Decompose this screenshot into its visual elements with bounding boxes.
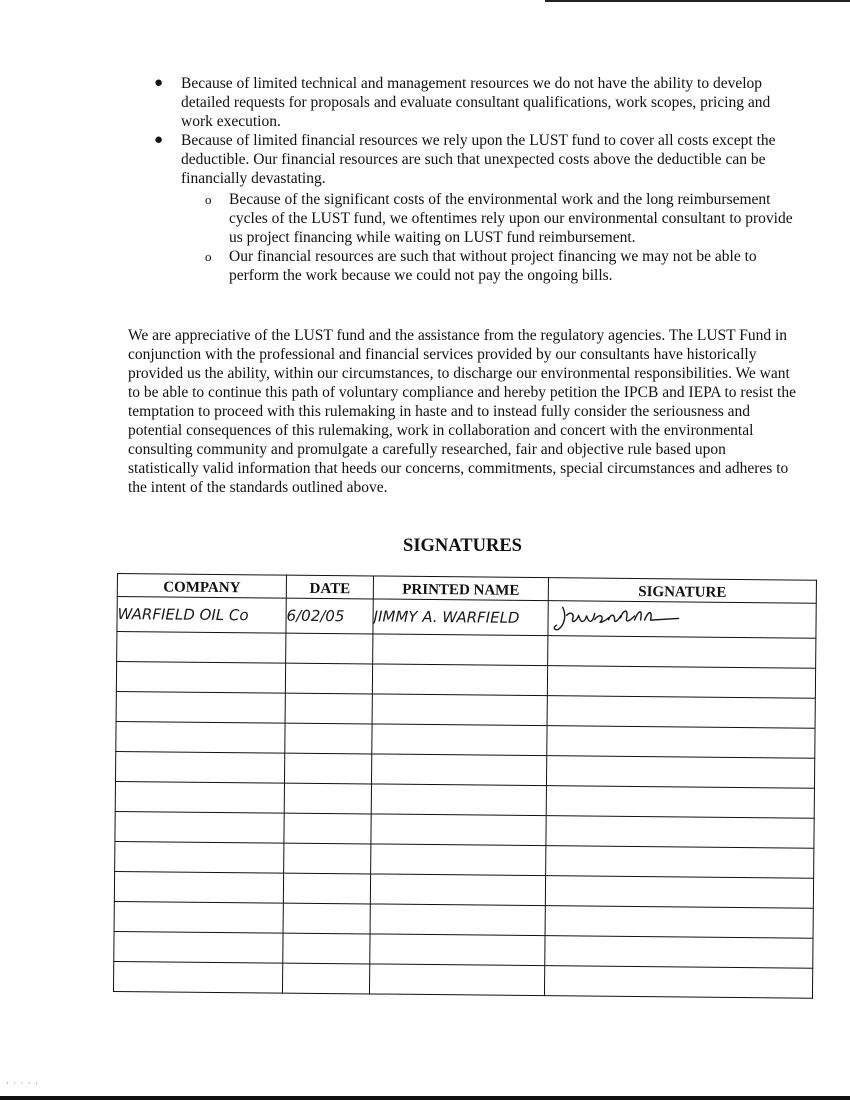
signatures-heading: SIGNATURES bbox=[403, 536, 522, 556]
signature-cell bbox=[546, 756, 814, 789]
company-cell bbox=[113, 961, 282, 993]
signature-cell bbox=[547, 696, 815, 729]
signature-cell bbox=[545, 936, 813, 969]
signatures-table-body bbox=[113, 597, 816, 999]
company-cell bbox=[116, 662, 285, 694]
company-cell bbox=[116, 721, 285, 753]
sub-bullet-item bbox=[181, 190, 802, 247]
bullet-item bbox=[0, 74, 850, 131]
top-edge-rule bbox=[545, 0, 850, 2]
company-cell bbox=[114, 871, 283, 903]
date-cell bbox=[285, 663, 372, 694]
printed-name-cell bbox=[371, 754, 546, 786]
company-cell bbox=[114, 901, 283, 933]
company-cell bbox=[117, 632, 286, 664]
bottom-edge-rule bbox=[0, 1096, 850, 1100]
date-cell: 6/02/05 bbox=[286, 598, 373, 634]
bullet-text: Because of limited financial resources we rely upon the LUST fund to cover all costs except the deductible. Our financial resources are such that unexpected costs above the deductible can be financially devastating. bbox=[181, 132, 776, 187]
table-row bbox=[113, 961, 812, 998]
bullet-item bbox=[0, 131, 850, 285]
hollow-circle-icon: o bbox=[205, 249, 212, 264]
printed-name-cell bbox=[370, 904, 545, 936]
handwritten-signature bbox=[548, 601, 708, 637]
printed-name-cell bbox=[372, 664, 547, 696]
bullet-text: Because of limited technical and management resources we do not have the ability to develop detailed requests for proposals and evaluate consultant qualifications, work scopes, pricing and work execution. bbox=[181, 75, 771, 130]
bullet-list bbox=[0, 74, 850, 285]
scan-artifact: · · · · · bbox=[6, 1078, 39, 1088]
sub-bullet-item bbox=[181, 247, 802, 285]
signature-cell bbox=[546, 786, 814, 819]
company-cell bbox=[115, 751, 284, 783]
sub-bullet-list bbox=[181, 190, 802, 285]
signature-cell bbox=[546, 816, 814, 849]
signature-cell bbox=[545, 906, 813, 939]
signatures-table bbox=[113, 573, 817, 999]
signature-cell bbox=[548, 601, 816, 639]
company-cell bbox=[114, 931, 283, 963]
signature-cell bbox=[547, 726, 815, 759]
company-cell bbox=[115, 811, 284, 843]
printed-name-cell bbox=[371, 814, 546, 846]
signature-cell bbox=[545, 876, 813, 909]
signature-cell bbox=[547, 666, 815, 699]
printed-name-cell bbox=[372, 694, 547, 726]
date-cell bbox=[283, 903, 370, 934]
printed-name-cell bbox=[371, 784, 546, 816]
printed-name-cell bbox=[373, 634, 548, 666]
company-cell bbox=[116, 691, 285, 723]
column-header-signature: SIGNATURE bbox=[548, 578, 816, 604]
petition-paragraph: We are appreciative of the LUST fund and the assistance from the regulatory agencies. The LUST Fund in conjunction with the professional and financial services provided by our consultants have historically provided us the ability, within our circumstances, to discharge our environmental responsibilities. We want to be able to continue this path of voluntary compliance and hereby petition the IPCB and IEPA to resist the temptation to proceed with this rulemaking in haste and to instead fully consider the seriousness and potential consequences of this rulemaking, work in collaboration and concert with the environmental consulting community and promulgate a carefully researched, fair and objective rule based upon statistically valid information that heeds our concerns, commitments, special circumstances and adheres to the intent of the standards outlined above. bbox=[128, 327, 796, 496]
date-cell bbox=[284, 753, 371, 784]
printed-name-cell bbox=[370, 874, 545, 906]
date-cell bbox=[283, 933, 370, 964]
sub-bullet-text: Because of the significant costs of the environmental work and the long reimbursement cycles of the LUST fund, we oftentimes rely upon our environmental consultant to provide us project financing while waiting on LUST fund reimbursement. bbox=[229, 191, 793, 246]
date-cell bbox=[284, 843, 371, 874]
column-header-printed-name: PRINTED NAME bbox=[373, 576, 548, 601]
column-header-company: COMPANY bbox=[117, 574, 286, 599]
date-cell bbox=[285, 693, 372, 724]
printed-name-cell bbox=[369, 964, 544, 996]
date-cell bbox=[284, 813, 371, 844]
column-header-date: DATE bbox=[286, 575, 373, 599]
date-cell bbox=[282, 963, 369, 994]
signature-cell bbox=[544, 966, 812, 999]
bullet-icon: ● bbox=[154, 75, 164, 91]
printed-name-cell bbox=[372, 724, 547, 756]
signature-cell bbox=[548, 636, 816, 669]
printed-name-cell: JIMMY A. WARFIELD bbox=[373, 599, 548, 636]
company-cell bbox=[115, 781, 284, 813]
date-cell bbox=[283, 873, 370, 904]
company-cell bbox=[115, 841, 284, 873]
bullet-icon: ● bbox=[154, 132, 164, 148]
company-cell: WARFIELD OIL Co bbox=[117, 597, 286, 634]
date-cell bbox=[286, 633, 373, 664]
date-cell bbox=[284, 783, 371, 814]
printed-name-cell bbox=[371, 844, 546, 876]
date-cell bbox=[285, 723, 372, 754]
hollow-circle-icon: o bbox=[205, 192, 212, 207]
signature-cell bbox=[546, 846, 814, 879]
printed-name-cell bbox=[370, 934, 545, 966]
sub-bullet-text: Our financial resources are such that without project financing we may not be able to perform the work because we could not pay the ongoing bills. bbox=[229, 248, 757, 284]
